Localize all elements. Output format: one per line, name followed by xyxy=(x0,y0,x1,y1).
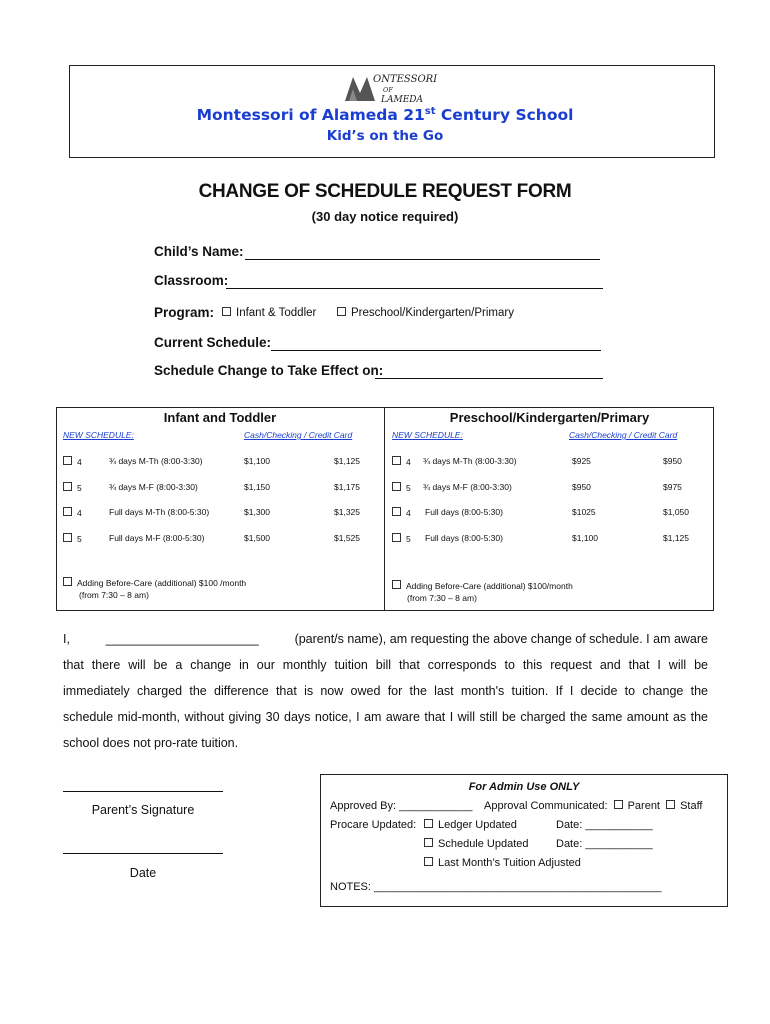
checkbox-ledger[interactable] xyxy=(424,819,433,828)
right-payment-header: Cash/Checking / Credit Card xyxy=(569,430,678,440)
paragraph-line-4: schedule mid-month, without giving 30 days notice, I am aware that I will still be charged the same amount as the xyxy=(63,710,708,724)
program-option-preschool[interactable] xyxy=(337,307,514,319)
childs-name-label: Child’s Name: xyxy=(154,244,244,259)
right-row-3-card: $1,050 xyxy=(663,507,689,517)
right-row-3-desc: Full days (8:00-5:30) xyxy=(425,507,503,517)
parent-signature-label: Parent’s Signature xyxy=(91,803,195,817)
childs-name-field[interactable] xyxy=(245,259,600,260)
right-row-2-card: $975 xyxy=(663,482,682,492)
left-before-care[interactable]: Adding Before-Care (additional) $100 /month xyxy=(63,577,246,588)
left-row-1-desc: ¾ days M-Th (8:00-3:30) xyxy=(109,456,203,466)
effective-date-label: Schedule Change to Take Effect on: xyxy=(154,363,384,378)
right-row-4-desc: Full days (8:00-5:30) xyxy=(425,533,503,543)
left-row-3-cash: $1,300 xyxy=(244,507,270,517)
right-row-4[interactable]: 5 xyxy=(392,533,411,544)
program-option-infant[interactable] xyxy=(222,307,316,319)
right-row-4-cash: $1,100 xyxy=(572,533,598,543)
left-before-care-time: (from 7:30 – 8 am) xyxy=(79,590,149,600)
checkbox-left-2[interactable] xyxy=(63,482,72,491)
classroom-field[interactable] xyxy=(226,288,603,289)
program-label: Program: xyxy=(154,305,215,320)
date-field-1[interactable]: Date: ___________ xyxy=(556,819,653,831)
schedule-updated[interactable]: Schedule Updated xyxy=(424,838,529,850)
checkbox-last-month[interactable] xyxy=(424,857,433,866)
left-row-4-desc: Full days M-F (8:00-5:30) xyxy=(109,533,205,543)
last-month-adjusted[interactable]: Last Month’s Tuition Adjusted xyxy=(424,857,581,869)
right-row-3-cash: $1025 xyxy=(572,507,596,517)
checkbox-staff[interactable] xyxy=(666,800,675,809)
infant-toddler-heading: Infant and Toddler xyxy=(163,410,277,425)
date-label: Date xyxy=(129,866,157,880)
current-schedule-field[interactable] xyxy=(271,350,601,351)
ledger-updated[interactable]: Ledger Updated xyxy=(424,819,517,831)
paragraph-line-3: immediately charged the difference that is now owed for the last month's tuition. If I decide to change the xyxy=(63,684,708,698)
checkbox-left-4[interactable] xyxy=(63,533,72,542)
date-field-2[interactable]: Date: ___________ xyxy=(556,838,653,850)
paragraph-line-5: school does not pro-rate tuition. xyxy=(63,736,239,750)
acknowledgement-paragraph xyxy=(63,626,708,756)
school-name-post: Century School xyxy=(435,106,574,125)
school-name-pre: Montessori of Alameda 21 xyxy=(196,106,425,125)
parent-signature-line[interactable] xyxy=(63,791,223,792)
right-row-2[interactable]: 5 xyxy=(392,482,411,493)
checkbox-left-before-care[interactable] xyxy=(63,577,72,586)
logo-text-top: ONTESSORI xyxy=(373,74,438,85)
school-name-sup: st xyxy=(424,106,436,117)
checkbox-parent[interactable] xyxy=(614,800,623,809)
checkbox-preschool[interactable] xyxy=(337,307,346,316)
left-row-3-desc: Full days M-Th (8:00-5:30) xyxy=(109,507,210,517)
right-row-4-card: $1,125 xyxy=(663,533,689,543)
left-payment-header: Cash/Checking / Credit Card xyxy=(244,430,353,440)
right-row-2-desc: ¾ days M-F (8:00-3:30) xyxy=(423,482,512,492)
table-divider xyxy=(384,407,385,611)
left-row-3[interactable]: 4 xyxy=(63,507,82,518)
procare-label: Procare Updated: xyxy=(330,819,417,831)
notes-field[interactable]: NOTES: _______________________________________________ xyxy=(330,881,662,893)
left-new-schedule: NEW SCHEDULE: xyxy=(63,430,134,440)
paragraph-line-1: I, ______________________ (parent/s name), am requesting the above change of schedule. I am aware xyxy=(63,626,708,652)
effective-date-field[interactable] xyxy=(375,378,603,379)
tagline: Kid’s on the Go xyxy=(326,128,444,144)
right-before-care-time: (from 7:30 – 8 am) xyxy=(407,593,477,603)
right-row-1-cash: $925 xyxy=(572,456,591,466)
right-row-1-card: $950 xyxy=(663,456,682,466)
form-title: CHANGE OF SCHEDULE REQUEST FORM xyxy=(198,181,572,202)
left-row-4-cash: $1,500 xyxy=(244,533,270,543)
left-row-2[interactable]: 5 xyxy=(63,482,82,493)
approved-by[interactable]: Approved By: ____________ xyxy=(330,800,473,812)
left-row-1[interactable]: 4 xyxy=(63,456,82,467)
checkbox-right-before-care[interactable] xyxy=(392,580,401,589)
checkbox-right-1[interactable] xyxy=(392,456,401,465)
left-row-2-card: $1,175 xyxy=(334,482,360,492)
checkbox-schedule-updated[interactable] xyxy=(424,838,433,847)
left-row-4-card: $1,525 xyxy=(334,533,360,543)
checkbox-left-3[interactable] xyxy=(63,507,72,516)
right-row-1-desc: ¾ days M-Th (8:00-3:30) xyxy=(423,456,517,466)
logo-text-bottom: LAMEDA xyxy=(381,95,423,105)
right-new-schedule: NEW SCHEDULE: xyxy=(392,430,463,440)
checkbox-right-2[interactable] xyxy=(392,482,401,491)
left-row-1-cash: $1,100 xyxy=(244,456,270,466)
approval-communicated: Approval Communicated: Parent Staff xyxy=(484,800,703,812)
admin-title: For Admin Use ONLY xyxy=(468,781,580,793)
checkbox-left-1[interactable] xyxy=(63,456,72,465)
right-row-2-cash: $950 xyxy=(572,482,591,492)
left-row-2-cash: $1,150 xyxy=(244,482,270,492)
parent-name-blank[interactable]: ______________________ xyxy=(105,632,259,646)
school-name xyxy=(0,106,770,124)
current-schedule-label: Current Schedule: xyxy=(154,335,272,350)
right-before-care[interactable]: Adding Before-Care (additional) $100/month xyxy=(392,580,573,591)
checkbox-right-3[interactable] xyxy=(392,507,401,516)
preschool-heading: Preschool/Kindergarten/Primary xyxy=(449,410,650,425)
program-opt2-label: Preschool/Kindergarten/Primary xyxy=(351,307,514,319)
school-logo xyxy=(343,71,439,105)
classroom-label: Classroom: xyxy=(154,273,229,288)
checkbox-infant[interactable] xyxy=(222,307,231,316)
right-row-1[interactable]: 4 xyxy=(392,456,411,467)
left-row-2-desc: ¾ days M-F (8:00-3:30) xyxy=(109,482,198,492)
left-row-3-card: $1,325 xyxy=(334,507,360,517)
date-line[interactable] xyxy=(63,853,223,854)
left-row-4[interactable]: 5 xyxy=(63,533,82,544)
form-subtitle: (30 day notice required) xyxy=(311,209,459,224)
left-row-1-card: $1,125 xyxy=(334,456,360,466)
paragraph-line-2: that there will be a change in our monthly tuition bill that corresponds to this request and that I will be xyxy=(63,658,708,672)
checkbox-right-4[interactable] xyxy=(392,533,401,542)
right-row-3[interactable]: 4 xyxy=(392,507,411,518)
logo-text-of: OF xyxy=(383,86,393,94)
program-opt1-label: Infant & Toddler xyxy=(236,307,317,319)
